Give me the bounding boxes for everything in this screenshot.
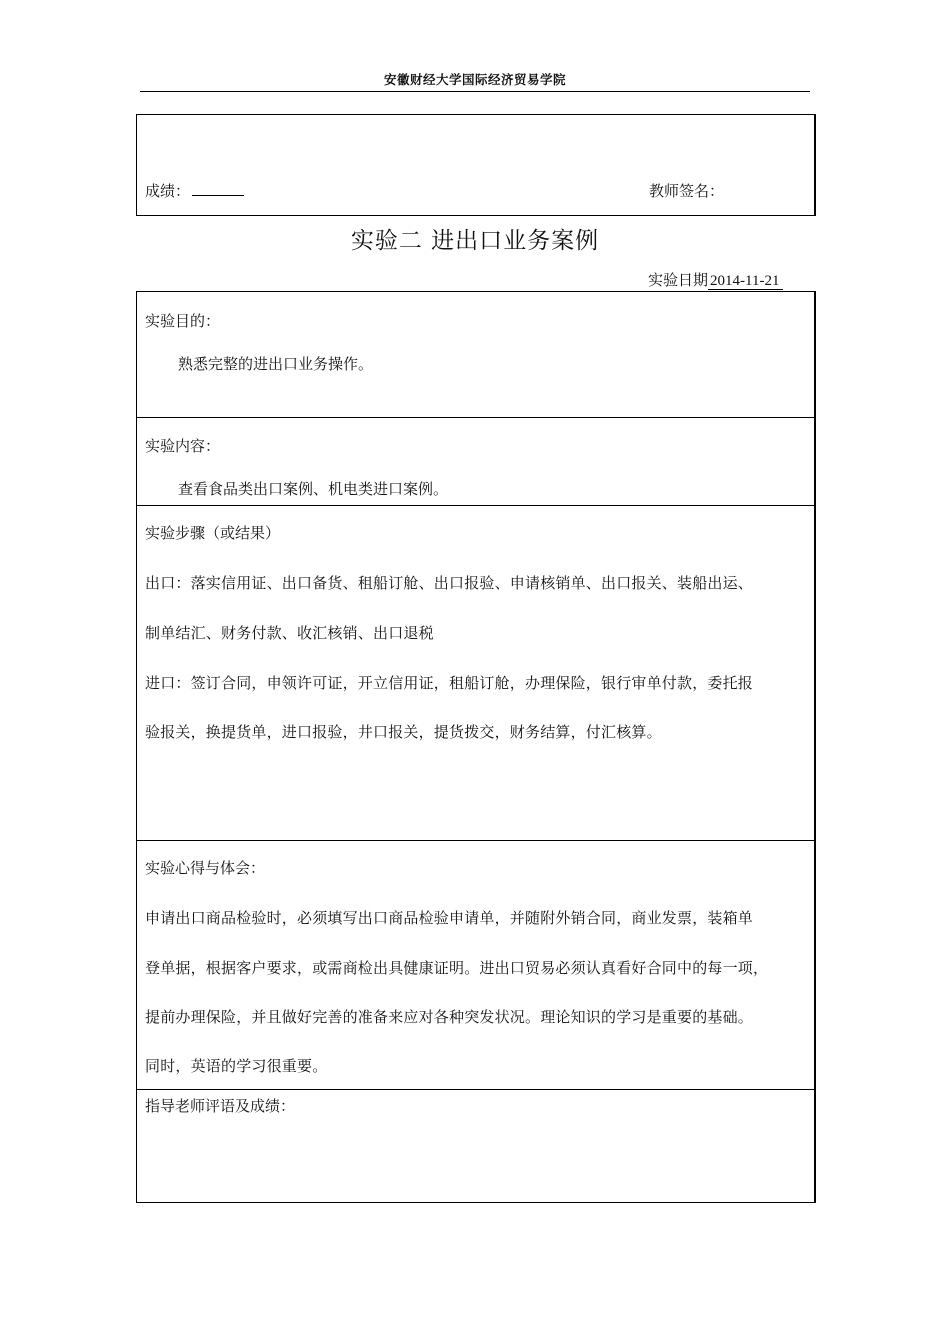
experiment-date: [648, 269, 783, 290]
steps-heading: 实验步骤（或结果）: [145, 524, 281, 542]
steps-line: 验报关，换提货单，进口报验，井口报关，提货拨交，财务结算，付汇核算。: [145, 723, 662, 741]
steps-line: 制单结汇、财务付款、收汇核销、出口退税: [145, 624, 434, 642]
report-table: [136, 291, 816, 1203]
score-box: [136, 114, 816, 216]
steps-line: 出口：落实信用证、出口备货、租船订舱、出口报验、申请核销单、出口报关、装船出运、: [145, 574, 754, 592]
section-thoughts: [137, 840, 814, 1089]
section-comment: [137, 1089, 814, 1203]
date-label: 实验日期: [648, 271, 709, 289]
thoughts-heading: 实验心得与体会：: [145, 859, 266, 877]
steps-line: 进口：签订合同，申领许可证，开立信用证，租船订舱，办理保险，银行审单付款，委托报: [145, 674, 754, 692]
content-body: 查看食品类出口案例、机电类进口案例。: [178, 480, 449, 498]
section-steps: [137, 505, 814, 840]
section-content: [137, 417, 814, 505]
purpose-body: 熟悉完整的进出口业务操作。: [178, 355, 374, 373]
teacher-sign-label: 教师签名：: [649, 182, 725, 200]
thoughts-line: 登单据，根据客户要求，或需商检出具健康证明。进出口贸易必须认真看好合同中的每一项，: [145, 959, 769, 977]
date-value: 2014-11-21: [708, 273, 783, 290]
content-heading: 实验内容：: [145, 437, 221, 455]
header-divider: [140, 91, 810, 92]
experiment-title: 实验二 进出口业务案例: [350, 228, 600, 254]
purpose-heading: 实验目的：: [145, 312, 221, 330]
section-purpose: [137, 292, 814, 417]
thoughts-line: 同时，英语的学习很重要。: [145, 1057, 328, 1075]
thoughts-line: 提前办理保险，并且做好完善的准备来应对各种突发状况。理论知识的学习是重要的基础。: [145, 1008, 754, 1026]
score-field: [145, 180, 244, 201]
comment-heading: 指导老师评语及成绩：: [145, 1097, 296, 1115]
institution-name: 安徽财经大学国际经济贸易学院: [383, 72, 566, 87]
thoughts-line: 申请出口商品检验时，必须填写出口商品检验申请单，并随附外销合同，商业发票，装箱单: [145, 909, 754, 927]
score-label: 成绩：: [145, 182, 191, 200]
score-blank: [192, 180, 244, 196]
